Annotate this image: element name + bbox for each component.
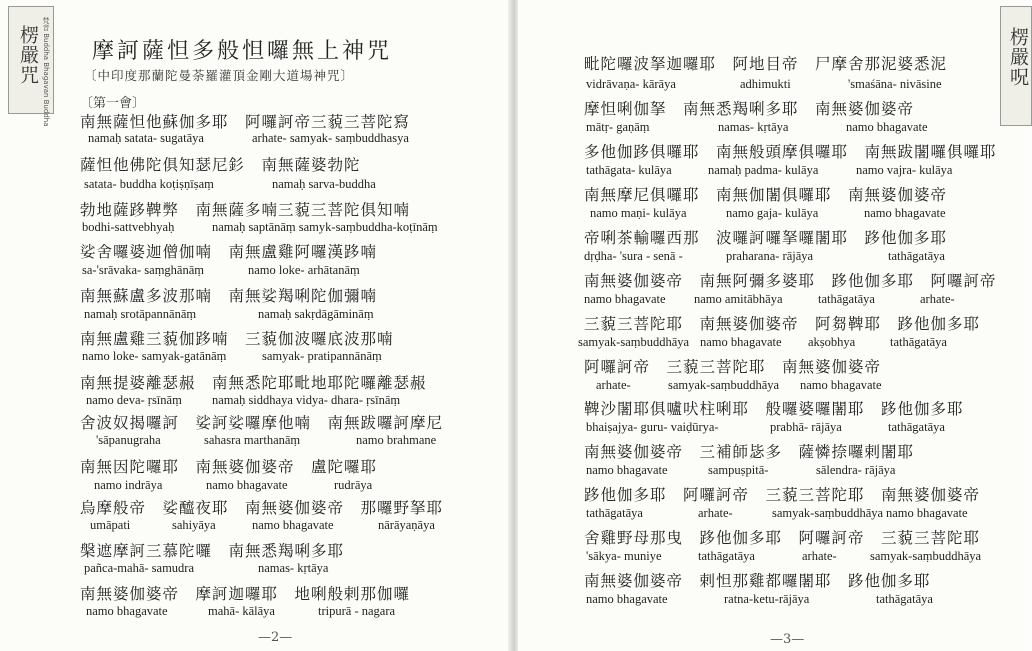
verse-romanization: namo indrāya	[94, 478, 163, 492]
mantra-subtitle: 〔中印度那蘭陀曼荼羅灌頂金剛大道場神咒〕	[84, 68, 355, 83]
verse-romanization: sa-'srāvaka- saṃghānāṃ	[82, 263, 204, 277]
verse-romanization: namo loke- samyak-gatānāṃ	[82, 349, 227, 363]
verse-romanization: namaḥ sarva-buddha	[272, 177, 376, 191]
verse-chinese-line: 舍雞野母那曳 跢他伽多耶 阿囉訶帝 三藐三菩陀耶	[584, 529, 981, 547]
verse-romanization: 'smaśāna- nivāsine	[848, 77, 942, 91]
verse-romanization: namo gaja- kulāya	[726, 206, 819, 220]
verse-romanization: arhate- samyak- saṃbuddhasya	[252, 131, 409, 145]
verse-romanization: bodhi-sattvebhyaḥ	[82, 220, 175, 234]
verse-chinese-line: 南無薩怛他蘇伽多耶 阿囉訶帝三藐三菩陀寫	[80, 113, 411, 131]
verse-romanization: tathāgatāya	[888, 249, 945, 263]
verse-romanization: sampuṣpitā-	[708, 463, 769, 477]
verse-chinese-line: 阿囉訶帝 三藐三菩陀耶 南無婆伽婆帝	[584, 358, 882, 376]
verse-romanization: samyak-saṃbuddhāya	[870, 549, 982, 563]
chapter-tab-right	[1000, 6, 1032, 126]
verse-romanization: namaḥ satata- sugatāya	[88, 131, 204, 145]
verse-romanization: namaḥ siddhaya vidya- dhara- ṛsīnāṃ	[212, 393, 401, 407]
verse-romanization: tathāgatāya	[818, 292, 875, 306]
verse-romanization: tathāgatāya	[890, 335, 947, 349]
verse-romanization: sālendra- rājāya	[816, 463, 896, 477]
verse-romanization: namo bhagavate	[846, 120, 928, 134]
verse-romanization: namo amitābhāya	[694, 292, 783, 306]
verse-romanization: samyak-saṃbuddhāya	[668, 378, 780, 392]
verse-romanization: namo loke- arhātanāṃ	[248, 263, 360, 277]
verse-romanization: namas- kṛtāya	[718, 120, 789, 134]
verse-romanization: umāpati	[90, 518, 131, 532]
verse-chinese-line: 南無盧雞三藐伽跢喃 三藐伽波囉底波那喃	[80, 330, 394, 348]
verse-chinese-line: 南無因陀囉耶 南無婆伽婆帝 盧陀囉耶	[80, 458, 378, 476]
verse-chinese-line: 勃地薩跢鞞弊 南無薩多喃三藐三菩陀俱知喃	[80, 201, 411, 219]
verse-romanization: 'sākya- muniye	[586, 549, 662, 563]
verse-romanization: namo maṇi- kulāya	[590, 206, 687, 220]
left-page	[0, 0, 512, 651]
page-number: —2—	[258, 630, 293, 645]
verse-romanization: sahasra marthanāṃ	[204, 433, 301, 447]
verse-romanization: pañca-mahā- samudra	[84, 561, 195, 575]
verse-chinese-line: 南無提婆離瑟赧 南無悉陀耶毗地耶陀囉離瑟赧	[80, 374, 427, 392]
verse-romanization: tathāgata- kulāya	[586, 163, 672, 177]
verse-romanization: namo bhagavate	[586, 463, 668, 477]
verse-chinese-line: 娑舍囉婆迦僧伽喃 南無盧雞阿囉漢跢喃	[80, 243, 378, 261]
right-page	[518, 0, 1024, 651]
verse-romanization: samyak-saṃbuddhāya	[578, 335, 690, 349]
verse-romanization: namo bhagavate	[584, 292, 666, 306]
verse-romanization: namo vajra- kulāya	[856, 163, 953, 177]
verse-romanization: namaḥ sakṛdāgāmināṃ	[258, 307, 374, 321]
chapter-tab-left	[8, 6, 54, 127]
verse-romanization: arhate-	[920, 292, 955, 306]
verse-romanization: namo bhagavate	[800, 378, 882, 392]
verse-romanization: praharana- rājāya	[726, 249, 814, 263]
verse-romanization: adhimukti	[740, 77, 791, 91]
verse-romanization: sahiyāya	[172, 518, 216, 532]
chapter-tab-subtitle: 梵音 Buddha Bhagavan Buddha	[42, 17, 50, 127]
verse-chinese-line: 摩怛唎伽拏 南無悉羯唎多耶 南無婆伽婆帝	[584, 100, 915, 118]
verse-romanization: samyak- pratipannānāṃ	[262, 349, 382, 363]
mantra-title: 摩訶薩怛多般怛囉無上神咒	[92, 39, 393, 64]
chapter-tab-title: 楞嚴呪	[1007, 27, 1029, 87]
section-heading: 〔第一會〕	[80, 96, 146, 111]
verse-chinese-line: 帝唎茶輸囉西那 波囉訶囉拏囉闍耶 跢他伽多耶	[584, 229, 948, 247]
verse-romanization: ratna-ketu-rājāya	[724, 592, 810, 606]
verse-chinese-line: 鞞沙闍耶俱嚧吠柱唎耶 般囉婆囉闍耶 跢他伽多耶	[584, 400, 964, 418]
verse-romanization: namo deva- ṛsīnāṃ	[86, 393, 182, 407]
verse-romanization: arhate-	[802, 549, 837, 563]
verse-chinese-line: 多他伽跢俱囉耶 南無般頭摩俱囉耶 南無跋闍囉俱囉耶	[584, 143, 997, 161]
verse-chinese-line: 三藐三菩陀耶 南無婆伽婆帝 阿芻鞞耶 跢他伽多耶	[584, 315, 981, 333]
verse-romanization: akṣobhya	[808, 335, 856, 349]
verse-romanization: arhate-	[596, 378, 631, 392]
verse-romanization: tripurā - nagara	[318, 604, 396, 618]
verse-romanization: prabhā- rājāya	[770, 420, 842, 434]
verse-romanization: tathāgatāya	[888, 420, 945, 434]
verse-romanization: bhaiṣajya- guru- vaiḍūrya-	[586, 420, 719, 434]
verse-chinese-line: 烏摩般帝 娑醯夜耶 南無婆伽婆帝 那囉野拏耶	[80, 499, 444, 517]
verse-chinese-line: 南無蘇盧多波那喃 南無娑羯唎陀伽彌喃	[80, 287, 378, 305]
verse-romanization: 'sāpanugraha	[96, 433, 161, 447]
verse-romanization: namaḥ padma- kulāya	[708, 163, 819, 177]
verse-chinese-line: 薩怛他佛陀俱知瑟尼釤 南無薩婆勃陀	[80, 156, 361, 174]
verse-romanization: arhate-	[698, 506, 733, 520]
verse-chinese-line: 毗陀囉波拏迦囉耶 阿地目帝 尸摩舍那泥婆悉泥	[584, 55, 948, 73]
verse-chinese-line: 南無婆伽婆帝 三補師毖多 薩憐捺囉剌闍耶	[584, 443, 915, 461]
verse-romanization: tathāgatāya	[586, 506, 643, 520]
verse-romanization: namo bhagavate	[86, 604, 168, 618]
verse-romanization: rudrāya	[334, 478, 373, 492]
verse-chinese-line: 南無摩尼俱囉耶 南無伽闍俱囉耶 南無婆伽婆帝	[584, 186, 948, 204]
verse-romanization: namaḥ srotāpannānāṃ	[84, 307, 197, 321]
verse-romanization: mahā- kālāya	[208, 604, 275, 618]
verse-romanization: namo bhagavate	[886, 506, 968, 520]
page-number: —3—	[770, 632, 805, 647]
verse-romanization: namo brahmane	[356, 433, 437, 447]
verse-romanization: vidrāvaṇa- kārāya	[586, 77, 676, 91]
verse-romanization: namas- kṛtāya	[258, 561, 329, 575]
verse-chinese-line: 南無婆伽婆帝 剌怛那雞都囉闍耶 跢他伽多耶	[584, 572, 931, 590]
verse-romanization: samyak-saṃbuddhāya	[772, 506, 884, 520]
verse-chinese-line: 舍波奴揭囉訶 娑訶娑囉摩他喃 南無跋囉訶摩尼	[80, 414, 444, 432]
verse-romanization: mātṛ- gaṇāṃ	[586, 120, 650, 134]
verse-romanization: nārāyaṇāya	[378, 518, 435, 532]
verse-romanization: namo bhagavate	[586, 592, 668, 606]
verse-chinese-line: 跢他伽多耶 阿囉訶帝 三藐三菩陀耶 南無婆伽婆帝	[584, 486, 981, 504]
verse-romanization: namo bhagavate	[252, 518, 334, 532]
verse-romanization: dṛḍha- 'sura - senā -	[584, 249, 683, 263]
verse-chinese-line: 南無婆伽婆帝 南無阿彌多婆耶 跢他伽多耶 阿囉訶帝	[584, 272, 997, 290]
verse-romanization: namo bhagavate	[864, 206, 946, 220]
verse-chinese-line: 槃遮摩訶三慕陀囉 南無悉羯唎多耶	[80, 542, 345, 560]
verse-chinese-line: 南無婆伽婆帝 摩訶迦囉耶 地唎般剌那伽囉	[80, 585, 411, 603]
verse-romanization: namaḥ saptānāṃ samyk-saṃbuddha-koṭīnāṃ	[212, 220, 438, 234]
verse-romanization: satata- buddha koṭiṣṇīṣaṃ	[84, 177, 214, 191]
verse-romanization: tathāgatāya	[698, 549, 755, 563]
verse-romanization: namo bhagavate	[700, 335, 782, 349]
chapter-tab-title: 楞嚴咒	[17, 25, 39, 85]
verse-romanization: tathāgatāya	[876, 592, 933, 606]
verse-romanization: namo bhagavate	[206, 478, 288, 492]
